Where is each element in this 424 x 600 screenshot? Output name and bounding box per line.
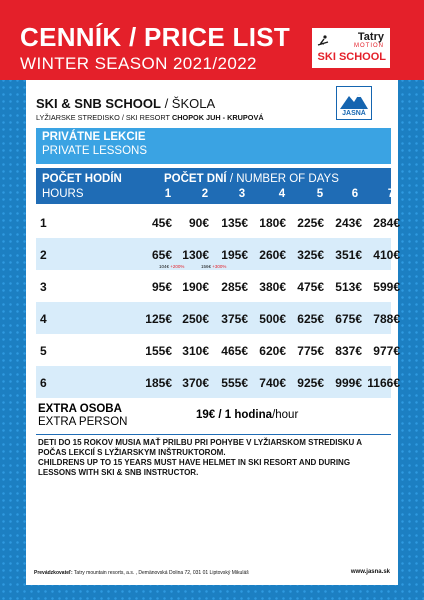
section-title-sk: PRIVÁTNE LEKCIE: [42, 131, 146, 143]
price-cell: 243€: [335, 216, 362, 230]
price-cell: 475€: [297, 280, 324, 294]
skier-icon: [316, 34, 330, 48]
extra-price: 19€ / 1 hodina/hour: [196, 409, 299, 421]
price-cell: 260€: [259, 248, 286, 262]
day-header: 4: [278, 188, 286, 200]
row-hours: 3: [40, 280, 47, 294]
price-cell: 370€: [182, 376, 209, 390]
price-cell: 65€: [151, 248, 172, 262]
table-row: [36, 302, 400, 334]
price-cell: 740€: [259, 376, 286, 390]
price-sheet: [26, 80, 398, 585]
price-cell: 130€: [182, 248, 209, 262]
header-banner: [0, 0, 424, 80]
page-title: CENNÍK / PRICE LIST: [20, 22, 291, 52]
price-cell: 185€: [145, 376, 172, 390]
table-row: [36, 270, 400, 302]
mountain-icon: [340, 91, 368, 109]
price-cell: 977€: [373, 344, 400, 358]
days-label: POČET DNÍ / NUMBER OF DAYS: [164, 173, 339, 185]
logo-brand-top: Tatry: [357, 31, 384, 43]
price-cell: 788€: [373, 312, 400, 326]
extra-person-row: [36, 400, 391, 430]
helmet-notice: [36, 434, 391, 481]
price-cell: 285€: [221, 280, 248, 294]
price-cell: 625€: [297, 312, 324, 326]
logo-brand-sub: MOTION: [354, 43, 384, 49]
price-cell: 1166€: [367, 376, 400, 390]
school-location: LYŽIARSKE STREDISKO / SKI RESORT CHOPOK JUH - KRUPOVÁ: [36, 113, 264, 122]
price-cell: 225€: [297, 216, 324, 230]
day-header: 1: [164, 188, 172, 200]
notice-en: CHILDRENS UP TO 15 YEARS MUST HAVE HELMET IN SKI RESORT AND DURING LESSONS WITH SKI & SNB INSTRUCTOR.: [38, 458, 351, 477]
website-link: www.jasna.sk: [350, 569, 390, 575]
table-row: [36, 366, 400, 398]
price-cell: 195€: [221, 248, 248, 262]
price-cell: 375€: [221, 312, 248, 326]
jasna-logo-text: JASNÁ: [342, 110, 366, 117]
price-cell: 837€: [335, 344, 362, 358]
price-cell: 500€: [259, 312, 286, 326]
price-cell: 380€: [259, 280, 286, 294]
price-cell: 555€: [221, 376, 248, 390]
price-note: 156€ +300%: [201, 264, 227, 269]
price-cell: 95€: [151, 280, 172, 294]
day-header: 5: [316, 188, 324, 200]
price-cell: 325€: [297, 248, 324, 262]
row-hours: 2: [40, 248, 47, 262]
section-header: [36, 128, 391, 164]
price-cell: 925€: [297, 376, 324, 390]
operator-info: Prevádzkovateľ: Tatry mountain resorts, a.s. , Demänovská Dolina 72, 031 01 Liptovský Mikuláš: [34, 570, 249, 576]
price-cell: 90€: [188, 216, 209, 230]
price-cell: 125€: [145, 312, 172, 326]
price-note: 104€ +200%: [159, 264, 185, 269]
price-cell: 310€: [182, 344, 209, 358]
price-cell: 45€: [151, 216, 172, 230]
school-title: SKI & SNB SCHOOL / ŠKOLA: [36, 96, 216, 111]
day-header: 6: [351, 188, 359, 200]
price-cell: 410€: [373, 248, 400, 262]
row-hours: 4: [40, 312, 47, 326]
row-hours: 1: [40, 216, 47, 230]
price-cell: 155€: [145, 344, 172, 358]
day-header: 2: [201, 188, 209, 200]
extra-label-sk: EXTRA OSOBA: [38, 403, 122, 415]
section-title-en: PRIVATE LESSONS: [42, 145, 148, 157]
price-cell: 250€: [182, 312, 209, 326]
ski-school-logo: [312, 28, 390, 68]
hours-label-sk: POČET HODÍN: [42, 173, 122, 185]
table-row: [36, 238, 400, 270]
day-header: 3: [238, 188, 246, 200]
price-cell: 190€: [182, 280, 209, 294]
price-cell: 620€: [259, 344, 286, 358]
price-cell: 351€: [335, 248, 362, 262]
price-cell: 180€: [259, 216, 286, 230]
table-row: [36, 334, 400, 366]
price-cell: 135€: [221, 216, 248, 230]
price-cell: 284€: [373, 216, 400, 230]
row-hours: 5: [40, 344, 47, 358]
price-cell: 465€: [221, 344, 248, 358]
price-cell: 599€: [373, 280, 400, 294]
price-cell: 775€: [297, 344, 324, 358]
row-hours: 6: [40, 376, 47, 390]
extra-label-en: EXTRA PERSON: [38, 416, 128, 428]
logo-brand-main: SKI SCHOOL: [317, 51, 386, 63]
price-cell: 675€: [335, 312, 362, 326]
notice-sk: DETI DO 15 ROKOV MUSIA MAŤ PRILBU PRI POHYBE V LYŽIARSKOM STREDISKU A POČAS LEKCIÍ S LYŽIARSKYM INŠTRUKTOROM.: [38, 438, 362, 457]
hours-label-en: HOURS: [42, 188, 84, 200]
table-row: [36, 206, 400, 238]
table-header: [36, 168, 395, 204]
season-subtitle: WINTER SEASON 2021/2022: [20, 54, 257, 73]
day-header: 7: [387, 188, 395, 200]
jasna-logo: [336, 86, 372, 120]
price-cell: 999€: [335, 376, 362, 390]
price-cell: 513€: [335, 280, 362, 294]
